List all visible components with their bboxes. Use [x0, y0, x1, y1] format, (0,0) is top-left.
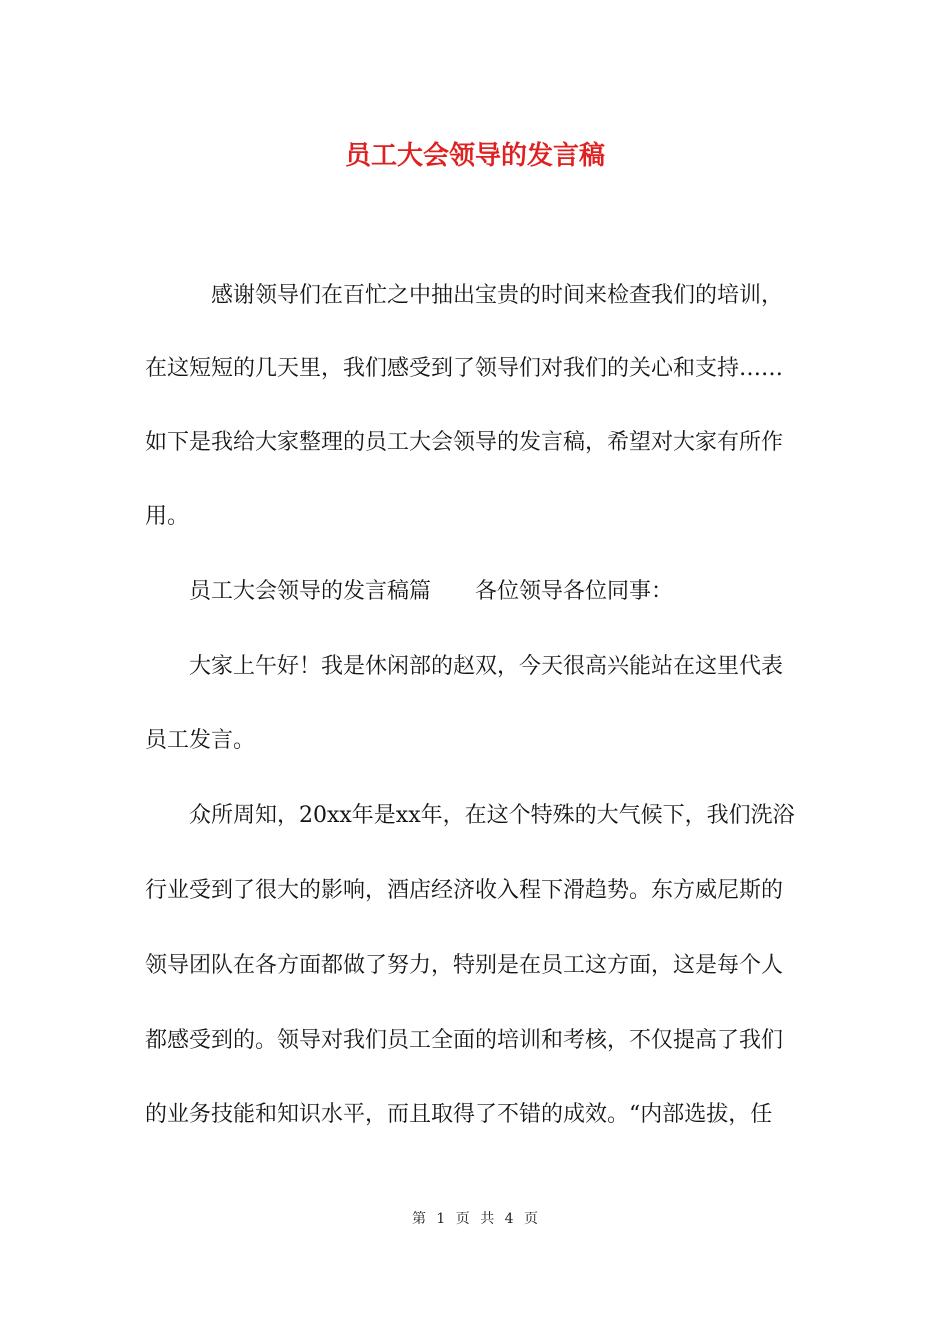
document-title: 员工大会领导的发言稿	[344, 141, 605, 171]
page-footer	[0, 1208, 950, 1228]
body-line-3: 如下是我给大家整理的员工大会领导的发言稿，希望对大家有所作	[145, 430, 784, 455]
footer-total-word: 共	[480, 1211, 495, 1227]
footer-page-word: 页	[455, 1211, 470, 1227]
footer-prefix: 第	[411, 1211, 426, 1227]
body-line-5: 员工大会领导的发言稿篇 各位领导各位同事：	[145, 579, 674, 604]
body-line-11: 都感受到的。领导对我们员工全面的培训和考核，不仅提高了我们	[145, 1028, 784, 1053]
body-line-7: 员工发言。	[145, 728, 256, 753]
body-line-4: 用。	[145, 504, 190, 529]
body-line-10: 领导团队在各方面都做了努力，特别是在员工这方面，这是每个人	[145, 953, 784, 978]
body-line-6: 大家上午好！我是休闲部的赵双，今天很高兴能站在这里代表	[145, 654, 784, 679]
body-line-1: 感谢领导们在百忙之中抽出宝贵的时间来检查我们的培训，	[145, 283, 784, 308]
body-line-2: 在这短短的几天里，我们感受到了领导们对我们的关心和支持……	[145, 356, 784, 381]
body-line-8: 众所周知，20xx年是xx年，在这个特殊的大气候下，我们洗浴	[145, 803, 795, 828]
footer-current-page: 1	[436, 1211, 446, 1227]
body-line-9: 行业受到了很大的影响，酒店经济收入程下滑趋势。东方威尼斯的	[145, 878, 784, 903]
footer-total-pages: 4	[504, 1211, 514, 1227]
body-line-12: 的业务技能和知识水平，而且取得了不错的成效。“内部选拔，任	[145, 1102, 773, 1127]
footer-suffix: 页	[524, 1211, 539, 1227]
